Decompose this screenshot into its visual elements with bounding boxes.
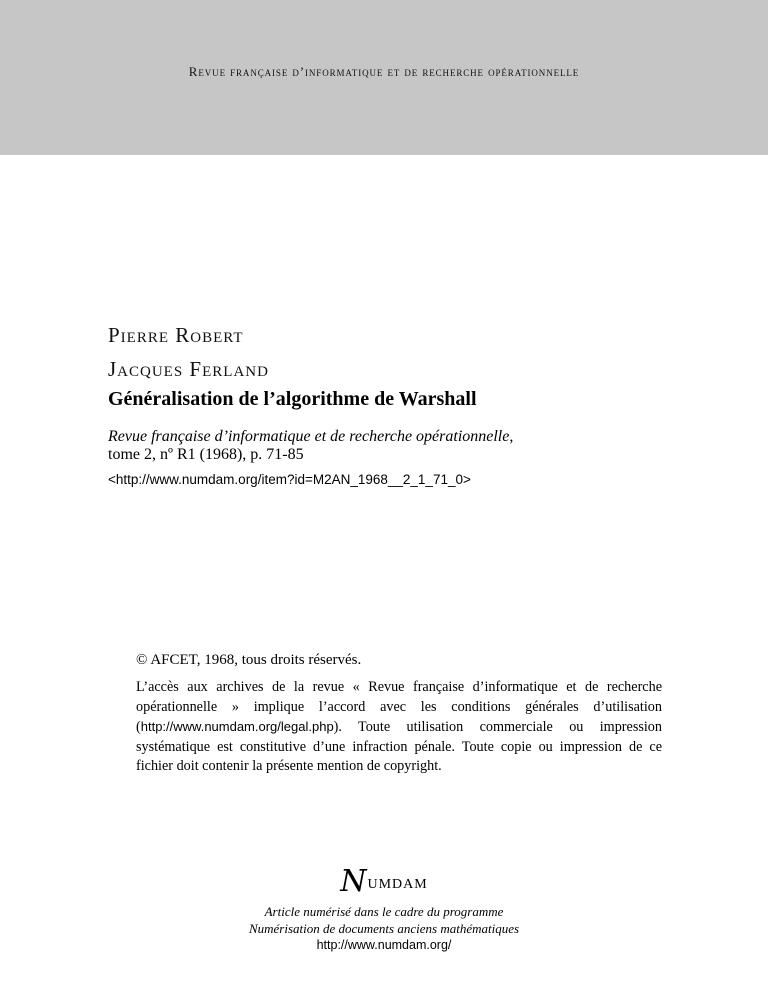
header-banner — [0, 0, 768, 155]
logo-initial: N — [340, 864, 368, 899]
article-url — [108, 472, 471, 487]
rights-statement — [136, 678, 662, 777]
author-list — [108, 318, 269, 386]
footer — [0, 864, 768, 954]
author-name: Pierre Robert — [108, 323, 244, 347]
logo-text: umdam — [367, 871, 428, 893]
footer-link[interactable]: http://www.numdam.org/ — [316, 938, 452, 952]
copyright-notice: © AFCET, 1968, tous droits réservés. — [136, 652, 362, 668]
author-name: Jacques Ferland — [108, 357, 269, 381]
numdam-logo — [0, 864, 768, 899]
article-title: Généralisation de l’algorithme de Warshall — [108, 388, 477, 410]
journal-name: Revue française d’informatique et de recherche opérationnelle — [108, 428, 510, 445]
citation: Revue française d’informatique et de recherche opérationnelle, tome 2, nº R1 (1968), p. 71-85 — [108, 428, 514, 463]
legal-link[interactable]: http://www.numdam.org/legal.php — [140, 719, 334, 734]
article-link[interactable]: <http://www.numdam.org/item?id=M2AN_1968__2_1_71_0> — [108, 472, 471, 487]
footer-line-1: Article numérisé dans le cadre du programme — [264, 904, 504, 919]
volume-info: tome 2, nº R1 (1968), p. 71-85 — [108, 446, 304, 463]
series-title: Revue française d’informatique et de recherche opérationnelle — [188, 64, 580, 79]
rights-text: L’accès aux archives de la revue « Revue française d’informatique et de recherche opérationnelle » implique l’accord avec les conditions générales d’utilisation ( — [136, 679, 662, 735]
footer-line-2: Numérisation de documents anciens mathématiques — [248, 921, 520, 936]
rights-text: ). Toute utilisation commerciale ou impression systématique est constitutive d’une infraction pénale. Toute copie ou impression de ce fichier doit contenir la présente mention de copyright. — [136, 719, 662, 774]
